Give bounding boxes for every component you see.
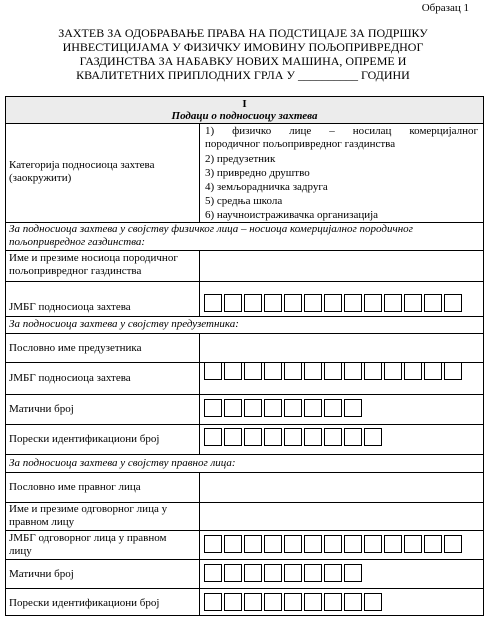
category-label xyxy=(9,159,154,185)
legal-registry-boxes[interactable] xyxy=(204,564,364,582)
digit-box[interactable] xyxy=(324,593,342,611)
digit-box[interactable] xyxy=(324,428,342,446)
digit-box[interactable] xyxy=(284,294,302,312)
category-option[interactable]: 5) средња школа xyxy=(205,195,283,207)
digit-box[interactable] xyxy=(284,399,302,417)
digit-box[interactable] xyxy=(364,294,382,312)
physical-person-heading xyxy=(9,223,479,249)
entrepreneur-jmbg-boxes[interactable] xyxy=(204,362,464,380)
column-divider xyxy=(199,250,200,316)
digit-box[interactable] xyxy=(304,593,322,611)
row-divider xyxy=(5,281,484,282)
digit-box[interactable] xyxy=(304,428,322,446)
physical-heading-line: пољопривредног газдинства: xyxy=(9,236,146,248)
digit-box[interactable] xyxy=(304,294,322,312)
digit-box[interactable] xyxy=(244,593,262,611)
digit-box[interactable] xyxy=(224,564,242,582)
row-divider xyxy=(5,316,484,317)
digit-box[interactable] xyxy=(424,535,442,553)
digit-box[interactable] xyxy=(304,399,322,417)
digit-box[interactable] xyxy=(224,428,242,446)
row-divider xyxy=(5,123,484,124)
digit-box[interactable] xyxy=(324,294,342,312)
section-number: I xyxy=(242,98,247,110)
digit-box[interactable] xyxy=(384,535,402,553)
entrepreneur-jmbg-label: ЈМБГ подносиоца захтева xyxy=(9,372,131,384)
column-divider xyxy=(199,123,200,222)
digit-box[interactable] xyxy=(264,535,282,553)
digit-box[interactable] xyxy=(444,294,462,312)
digit-box[interactable] xyxy=(284,428,302,446)
entrepreneur-tax-id-label: Порески идентификациони број xyxy=(9,433,160,445)
digit-box[interactable] xyxy=(344,362,362,380)
digit-box[interactable] xyxy=(284,564,302,582)
category-option: породичног пољопривредног газдинства xyxy=(205,138,396,150)
digit-box[interactable] xyxy=(264,428,282,446)
column-divider xyxy=(199,333,200,454)
responsible-person-line: правном лицу xyxy=(9,516,75,528)
title-line: ИНВЕСТИЦИЈАМА У ФИЗИЧКУ ИМОВИНУ ПОЉОПРИВРЕДНОГ xyxy=(62,40,424,54)
row-divider xyxy=(5,250,484,251)
digit-box[interactable] xyxy=(364,593,382,611)
digit-box[interactable] xyxy=(324,535,342,553)
digit-box[interactable] xyxy=(224,593,242,611)
digit-box[interactable] xyxy=(244,428,262,446)
digit-box[interactable] xyxy=(204,362,222,380)
digit-box[interactable] xyxy=(324,362,342,380)
digit-box[interactable] xyxy=(364,428,382,446)
digit-box[interactable] xyxy=(344,428,362,446)
category-label-line: (заокружити) xyxy=(9,172,72,184)
digit-box[interactable] xyxy=(264,362,282,380)
digit-box[interactable] xyxy=(444,535,462,553)
digit-box[interactable] xyxy=(264,399,282,417)
responsible-person-label xyxy=(9,503,167,529)
responsible-jmbg-label xyxy=(9,532,195,558)
digit-box[interactable] xyxy=(224,294,242,312)
digit-box[interactable] xyxy=(204,399,222,417)
digit-box[interactable] xyxy=(364,362,382,380)
digit-box[interactable] xyxy=(204,294,222,312)
digit-box[interactable] xyxy=(244,399,262,417)
row-divider xyxy=(5,394,484,395)
title-line: ГАЗДИНСТВА ЗА НАБАВКУ НОВИХ МАШИНА, ОПРЕМЕ И xyxy=(79,54,407,68)
column-divider xyxy=(199,472,200,616)
entrepreneur-tax-id-boxes[interactable] xyxy=(204,428,384,446)
legal-tax-id-label: Порески идентификациони број xyxy=(9,597,160,609)
entrepreneur-registry-label: Матични број xyxy=(9,403,74,415)
digit-box[interactable] xyxy=(224,535,242,553)
digit-box[interactable] xyxy=(424,362,442,380)
section-title: Подаци о подносиоцу захтева xyxy=(171,110,318,122)
digit-box[interactable] xyxy=(324,564,342,582)
entrepreneur-business-name-label: Пословно име предузетника xyxy=(9,342,142,354)
title-line: КВАЛИТЕТНИХ ПРИПЛОДНИХ ГРЛА У __________ ГОДИНИ xyxy=(76,68,410,82)
physical-jmbg-boxes[interactable] xyxy=(204,294,464,312)
digit-box[interactable] xyxy=(444,362,462,380)
legal-registry-label: Матични број xyxy=(9,568,74,580)
digit-box[interactable] xyxy=(364,535,382,553)
digit-box[interactable] xyxy=(224,362,242,380)
digit-box[interactable] xyxy=(344,535,362,553)
entrepreneur-registry-boxes[interactable] xyxy=(204,399,364,417)
row-divider xyxy=(5,559,484,560)
row-divider xyxy=(5,530,484,531)
digit-box[interactable] xyxy=(264,294,282,312)
digit-box[interactable] xyxy=(324,399,342,417)
row-divider xyxy=(5,333,484,334)
digit-box[interactable] xyxy=(224,399,242,417)
digit-box[interactable] xyxy=(284,535,302,553)
digit-box[interactable] xyxy=(404,294,422,312)
legal-tax-id-boxes[interactable] xyxy=(204,593,384,611)
digit-box[interactable] xyxy=(404,535,422,553)
physical-jmbg-label: ЈМБГ подносиоца захтева xyxy=(9,301,131,313)
row-divider xyxy=(5,454,484,455)
category-option[interactable]: 1) физичко лице – носилац комерцијалног xyxy=(205,125,478,137)
digit-box[interactable] xyxy=(384,362,402,380)
digit-box[interactable] xyxy=(424,294,442,312)
digit-box[interactable] xyxy=(244,294,262,312)
digit-box[interactable] xyxy=(264,593,282,611)
title-line: ЗАХТЕВ ЗА ОДОБРАВАЊЕ ПРАВА НА ПОДСТИЦАЈЕ ЗА ПОДРШКУ xyxy=(58,26,428,40)
digit-box[interactable] xyxy=(284,362,302,380)
digit-box[interactable] xyxy=(204,535,222,553)
category-option[interactable]: 6) научноистраживачка организација xyxy=(205,209,379,221)
document-title xyxy=(10,26,476,82)
legal-business-name-label: Пословно име правног лица xyxy=(9,481,141,493)
digit-box[interactable] xyxy=(384,294,402,312)
digit-box[interactable] xyxy=(244,564,262,582)
digit-box[interactable] xyxy=(244,535,262,553)
physical-heading-line: За подносиоца захтева у својству физичког лица – носиоца комерцијалног породичног xyxy=(9,223,413,235)
responsible-jmbg-boxes[interactable] xyxy=(204,535,464,553)
digit-box[interactable] xyxy=(264,564,282,582)
digit-box[interactable] xyxy=(204,564,222,582)
holder-name-label xyxy=(9,252,178,278)
category-option[interactable]: 4) земљорадничка задруга xyxy=(205,181,328,193)
holder-name-line: Име и презиме носиоца породичног xyxy=(9,252,178,264)
legal-entity-heading: За подносиоца захтева у својству правног лица: xyxy=(9,457,236,469)
digit-box[interactable] xyxy=(204,428,222,446)
responsible-person-line: Име и презиме одговорног лица у xyxy=(9,503,168,515)
entrepreneur-heading: За подносиоца захтева у својству предузетника: xyxy=(9,318,239,330)
category-option[interactable]: 3) привредно друштво xyxy=(205,167,310,179)
digit-box[interactable] xyxy=(404,362,422,380)
responsible-jmbg-line: ЈМБГ одговорног лица у правном xyxy=(9,532,167,544)
digit-box[interactable] xyxy=(344,399,362,417)
digit-box[interactable] xyxy=(344,593,362,611)
row-divider xyxy=(5,424,484,425)
digit-box[interactable] xyxy=(244,362,262,380)
holder-name-line: пољопривредног газдинства xyxy=(9,265,142,277)
digit-box[interactable] xyxy=(204,593,222,611)
category-label-line: Категорија подносиоца захтева xyxy=(9,159,155,171)
digit-box[interactable] xyxy=(304,362,322,380)
digit-box[interactable] xyxy=(344,294,362,312)
category-option[interactable]: 2) предузетник xyxy=(205,153,276,165)
digit-box[interactable] xyxy=(304,564,322,582)
row-divider xyxy=(5,588,484,589)
form-number-label: Образац 1 xyxy=(421,2,469,14)
digit-box[interactable] xyxy=(284,593,302,611)
digit-box[interactable] xyxy=(344,564,362,582)
row-divider xyxy=(5,472,484,473)
digit-box[interactable] xyxy=(304,535,322,553)
responsible-jmbg-line: лицу xyxy=(9,545,32,557)
